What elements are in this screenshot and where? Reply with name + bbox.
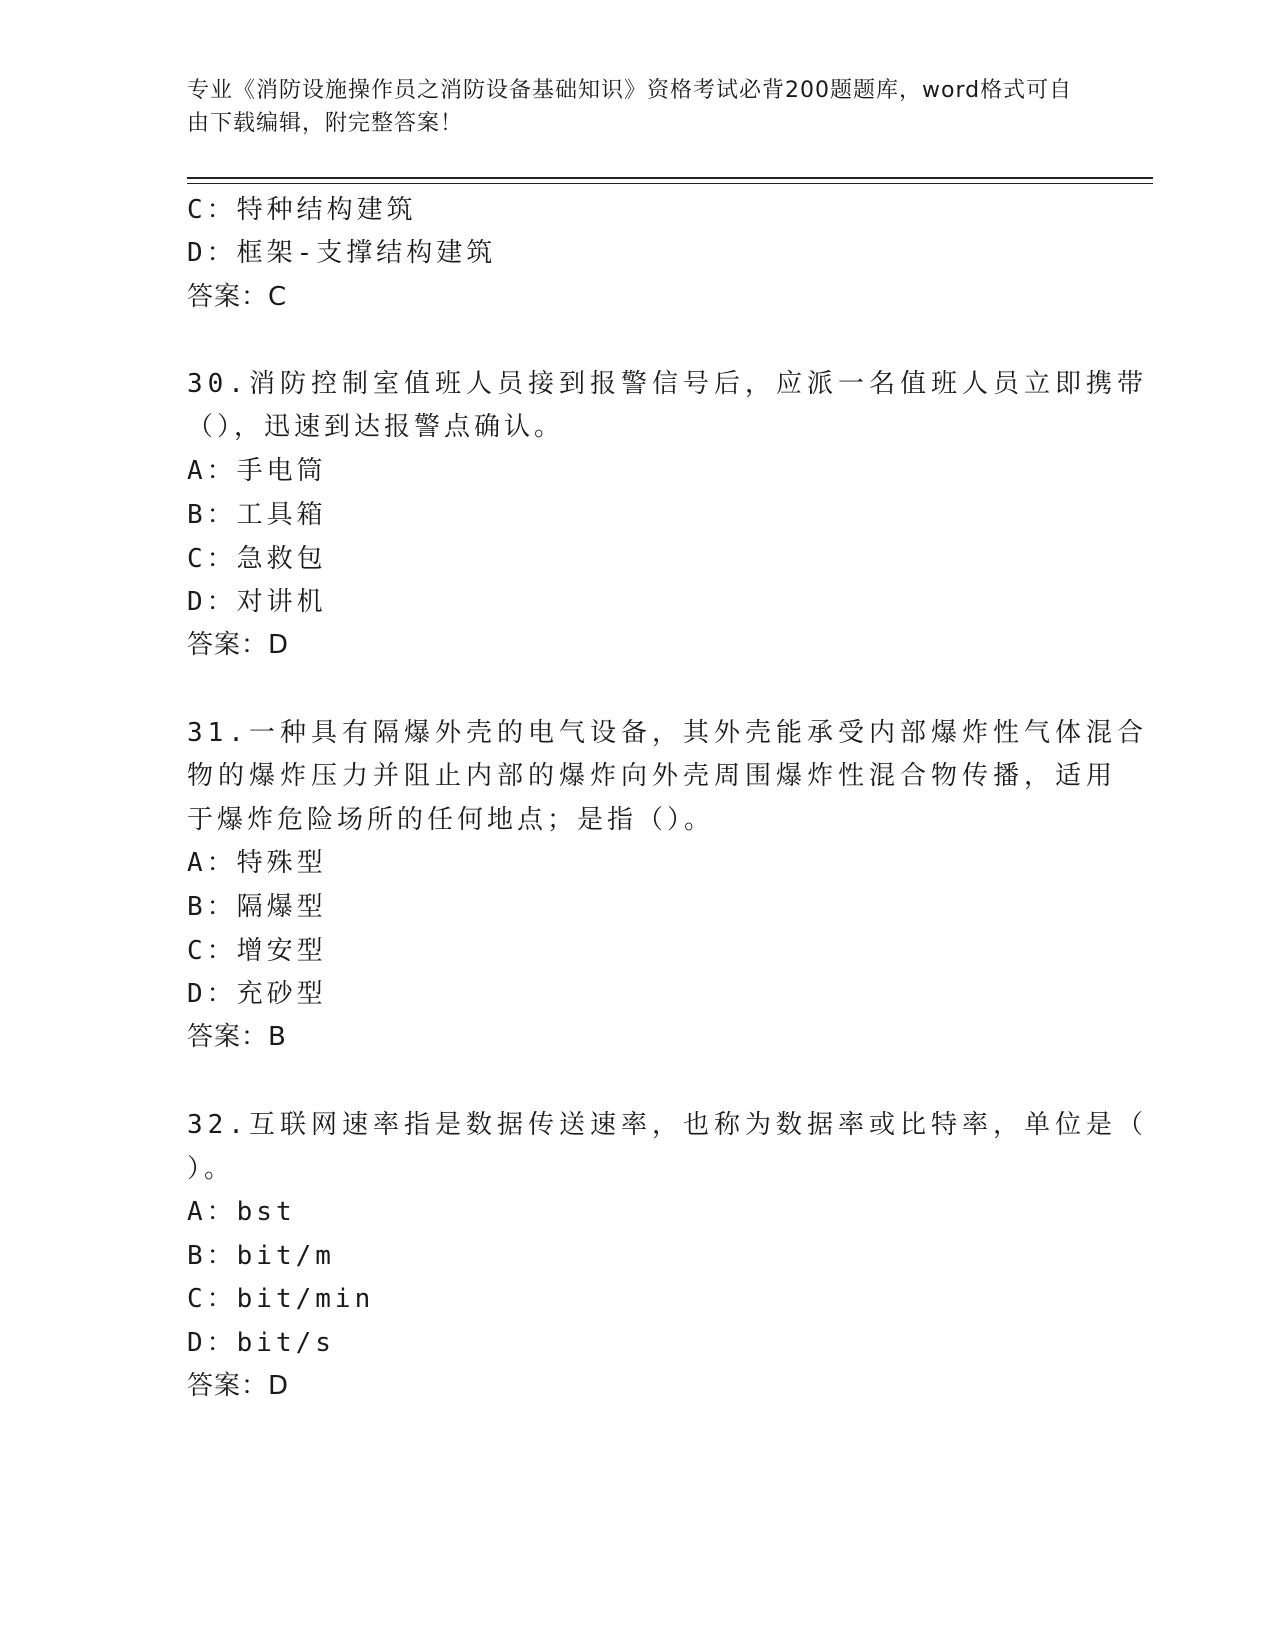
q29-option-d: D：框架-支撑结构建筑 (187, 238, 497, 268)
q30-option-b: B：工具箱 (187, 500, 327, 530)
q31-stem-line-3: 于爆炸危险场所的任何地点；是指（）。 (187, 805, 715, 835)
q30-stem-line-1: 30.消防控制室值班人员接到报警信号后，应派一名值班人员立即携带 (187, 369, 1148, 399)
q30-option-d: D：对讲机 (187, 587, 327, 617)
q29-answer: 答案：C (187, 282, 288, 312)
q31-option-b: B：隔爆型 (187, 892, 327, 922)
q30-answer: 答案：D (187, 630, 290, 660)
q32-option-c: C：bit/min (187, 1284, 375, 1314)
q32-option-a: A：bst (187, 1197, 296, 1227)
q31-option-c: C：增安型 (187, 936, 327, 966)
q31-stem-line-2: 物的爆炸压力并阻止内部的爆炸向外壳周围爆炸性混合物传播，适用 (187, 761, 1118, 791)
q30-option-c: C：急救包 (187, 544, 327, 574)
q31-answer: 答案：B (187, 1022, 287, 1052)
q32-stem-line-1: 32.互联网速率指是数据传送速率，也称为数据率或比特率，单位是（ (187, 1110, 1148, 1140)
q31-option-a: A：特殊型 (187, 848, 327, 878)
header-rule-thick (187, 177, 1153, 179)
q31-option-d: D：充砂型 (187, 979, 327, 1009)
q32-answer: 答案：D (187, 1371, 290, 1401)
q32-stem-line-2: ）。 (187, 1154, 235, 1184)
q30-stem-line-2: （），迅速到达报警点确认。 (187, 412, 565, 442)
q31-stem-line-1: 31.一种具有隔爆外壳的电气设备，其外壳能承受内部爆炸性气体混合 (187, 718, 1148, 748)
q32-option-d: D：bit/s (187, 1328, 335, 1358)
document-header: 专业《消防设施操作员之消防设备基础知识》资格考试必背200题题库，word格式可自由下载编辑，附完整答案！ (187, 78, 1073, 136)
q29-option-c: C：特种结构建筑 (187, 195, 417, 225)
header-rule-thin (187, 183, 1153, 184)
q30-option-a: A：手电筒 (187, 456, 327, 486)
q32-option-b: B：bit/m (187, 1241, 335, 1271)
